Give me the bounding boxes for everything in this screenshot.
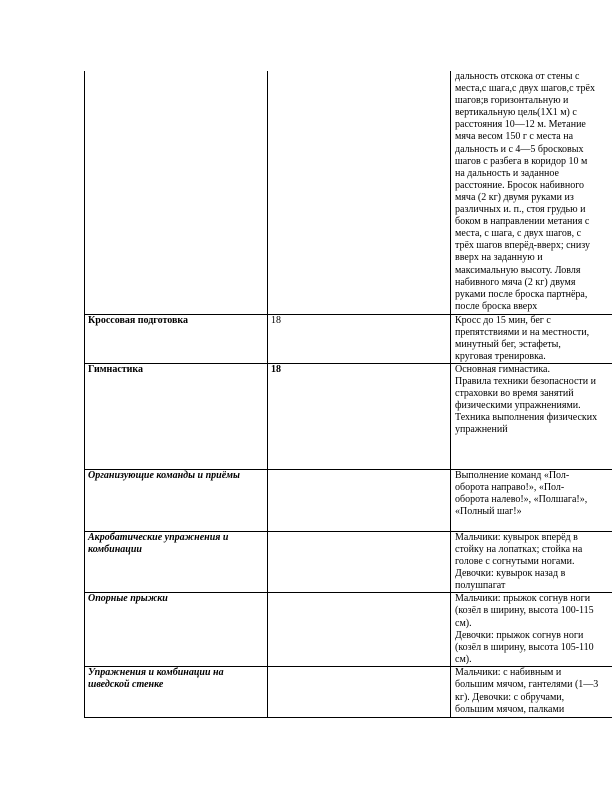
content-line: набивного мяча (2 кг) двумя [455, 276, 576, 288]
content-line: различных и. п., стоя грудью и [455, 204, 586, 216]
content-line: минутный бег, эстафеты, [455, 338, 561, 350]
hours-cell [268, 593, 451, 667]
content-line: см). [455, 653, 472, 665]
content-line: Правила техники безопасности и [455, 375, 597, 387]
content-line: полушпагат [455, 580, 506, 592]
content-line: Девочки: кувырок назад в [455, 568, 566, 580]
table-row [85, 71, 612, 314]
content-line: (козёл в ширину, высота 100-115 [455, 605, 594, 617]
table-row [85, 593, 612, 667]
content-line: Основная гимнастика. [455, 363, 550, 375]
content-line: кг). Девочки: с обручами, [455, 691, 565, 703]
content-line: вверх на заданную и [455, 252, 543, 264]
hours-cell: 18 [268, 314, 451, 363]
hours-cell [268, 531, 451, 592]
content-line: места, с шага, с двух шагов, с [455, 228, 582, 240]
content-cell [451, 314, 612, 363]
content-line: максимальную высоту. Ловля [455, 264, 581, 276]
content-cell [451, 531, 612, 592]
content-line: большим мячом, палками [455, 703, 565, 715]
hours-cell: 18 [268, 363, 451, 469]
content-line: Мальчики: прыжок согнув ноги [455, 593, 591, 605]
table-row [85, 314, 612, 363]
content-line: мяча (2 кг) двумя руками из [455, 191, 574, 203]
table-row [85, 363, 612, 469]
content-line: оборота налево!», «Полшага!», [455, 494, 588, 506]
table-row [85, 667, 612, 718]
content-line: вертикальную цель(1Х1 м) с [455, 107, 577, 119]
subsection-name-cell: Опорные прыжки [85, 593, 268, 667]
content-line: оборота направо!», «Пол- [455, 481, 565, 493]
hours-cell [268, 667, 451, 718]
content-line: Кросс до 15 мин, бег с [455, 314, 551, 326]
subsection-name-cell: Организующие команды и приёмы [85, 469, 268, 531]
content-line: страховки во время занятий [455, 388, 574, 400]
content-line: упражнений [455, 424, 508, 436]
content-line: трёх шагов вперёд-вверх; снизу [455, 240, 590, 252]
content-line: стойку на лопатках; стойка на [455, 543, 583, 555]
content-line: физическими упражнениями. [455, 400, 581, 412]
content-line: Техника выполнения физических [455, 412, 598, 424]
content-line: шагов с разбега в коридор 10 м [455, 155, 588, 167]
content-line: Девочки: прыжок согнув ноги [455, 629, 584, 641]
content-line: Мальчики: с набивным и [455, 667, 562, 679]
content-line: дальность отскока от стены с [455, 71, 580, 82]
hours-cell [268, 71, 451, 314]
content-line: дальность и с 4—5 бросковых [455, 143, 584, 155]
section-name-cell: Кроссовая подготовка [85, 314, 268, 363]
content-line: Мальчики: кувырок вперёд в [455, 531, 578, 543]
table-row [85, 531, 612, 592]
content-line: расстояния 10—12 м. Метание [455, 119, 586, 131]
program-table [84, 71, 612, 718]
content-line: места,с шага,с двух шагов,с трёх [455, 83, 595, 95]
content-line: боком в направлении метания с [455, 216, 590, 228]
section-name-cell [85, 71, 268, 314]
section-name-cell: Гимнастика [85, 363, 268, 469]
content-line: руками после броска партнёра, [455, 288, 588, 300]
content-line: см). [455, 617, 472, 629]
content-cell [451, 593, 612, 667]
content-line: шагов;в горизонтальную и [455, 95, 569, 107]
content-line: после броска вверх [455, 300, 538, 312]
content-line: (козёл в ширину, высота 105-110 [455, 641, 594, 653]
subsection-name-cell: Упражнения и комбинации на шведской стенке [85, 667, 268, 718]
content-line: большим мячом, гантелями (1—3 [455, 679, 599, 691]
content-line: голове с согнутыми ногами. [455, 556, 575, 568]
content-line: на дальность и заданное [455, 167, 559, 179]
content-line: круговая тренировка. [455, 350, 546, 362]
content-line: препятствиями и на местности, [455, 326, 590, 338]
table-row [85, 469, 612, 531]
content-cell [451, 363, 612, 469]
content-cell [451, 667, 612, 718]
content-line: мяча весом 150 г с места на [455, 131, 574, 143]
content-cell [451, 71, 612, 314]
content-cell [451, 469, 612, 531]
subsection-name-cell: Акробатические упражнения и комбинации [85, 531, 268, 592]
content-line: расстояние. Бросок набивного [455, 179, 585, 191]
content-line: «Полный шаг!» [455, 506, 522, 518]
content-line: Выполнение команд «Пол- [455, 469, 570, 481]
hours-cell [268, 469, 451, 531]
